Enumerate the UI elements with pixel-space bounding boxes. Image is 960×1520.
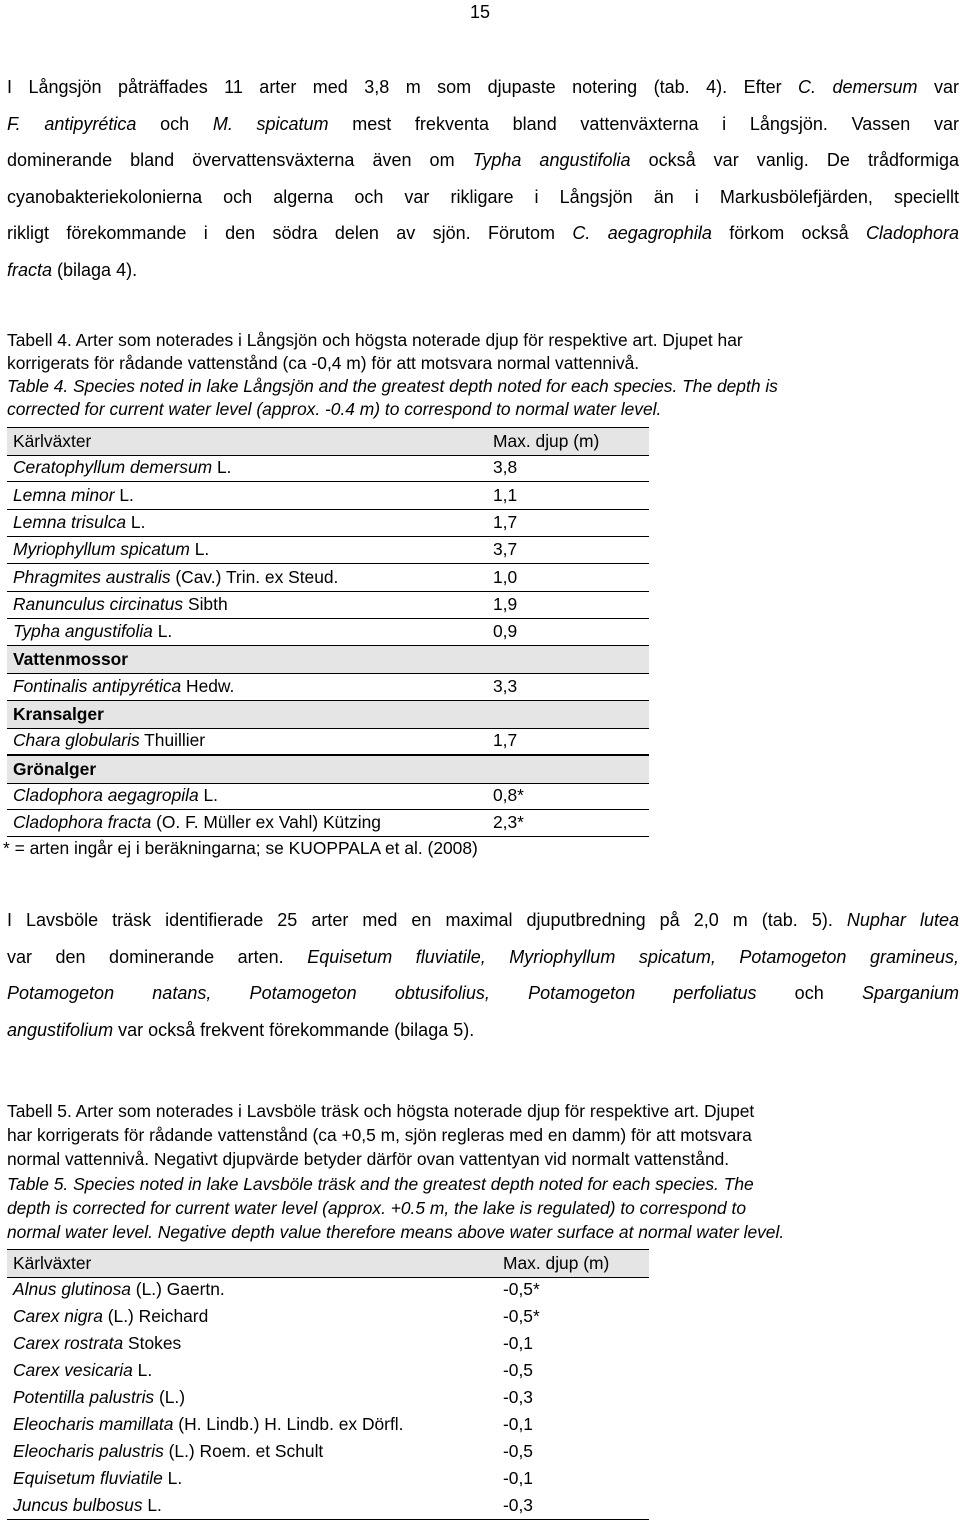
text-run: var [917, 77, 959, 97]
italic-text: Table 5. Species noted in lake Lavsböle träsk and the greatest depth noted for each species. The [7, 1173, 754, 1194]
text-run: förkom också [711, 223, 866, 243]
table-header-row [7, 427, 649, 456]
text-line [7, 260, 959, 281]
species-cell [13, 727, 205, 754]
species-name: Cladophora aegagropila [13, 784, 199, 805]
depth-value: 1,0 [493, 566, 518, 587]
text-run: dominerande bland övervattensväxterna även om [7, 150, 473, 170]
species-authority: (L.) [154, 1387, 186, 1407]
species-authority: L. [142, 1495, 162, 1515]
italic-text: Typha angustifolia [472, 150, 631, 170]
text-run: också var vanlig. De trådformiga [630, 150, 960, 170]
table-row [7, 1492, 649, 1520]
italic-text: F. antipyrética [7, 113, 137, 134]
italic-text: normal water level. Negative depth value therefore means above water surface at normal water level. [7, 1222, 785, 1242]
table-row [7, 1438, 649, 1465]
species-name: Carex nigra [13, 1306, 103, 1326]
species-cell [13, 1465, 182, 1492]
table-row [7, 782, 649, 810]
species-authority: L. [114, 484, 134, 505]
species-cell [13, 1438, 323, 1465]
species-authority: L. [198, 784, 218, 805]
species-cell [13, 1303, 208, 1330]
group-label: Kransalger [13, 704, 104, 724]
text-line [7, 77, 959, 98]
italic-text: Potamogeton natans, Potamogeton obtusifolius, Potamogeton perfoliatus [7, 983, 757, 1003]
table-row [7, 482, 649, 510]
species-name: Lemna trisulca [13, 511, 127, 532]
species-cell [13, 1411, 404, 1438]
table-row [7, 1330, 649, 1357]
italic-text: C. demersum [798, 77, 918, 97]
species-authority: Hedw. [181, 675, 235, 696]
text-line [7, 223, 959, 244]
italic-text: corrected for current water level (approx. -0.4 m) to correspond to normal water level. [7, 399, 662, 419]
species-authority: (H. Lindb.) H. Lindb. ex Dörfl. [173, 1414, 404, 1434]
italic-text: Table 4. Species noted in lake Långsjön and the greatest depth noted for each species. The depth is [7, 376, 778, 396]
species-name: Equisetum fluviatile [13, 1468, 163, 1488]
italic-text: C. aegagrophila [572, 223, 712, 243]
table-row [7, 1276, 649, 1303]
species-authority: (Cav.) Trin. ex Steud. [170, 566, 339, 587]
text-run: har korrigerats för rådande vattenstånd (ca +0,5 m, sjön regleras med en damm) för att motsvara [7, 1125, 752, 1146]
depth-value: -0,1 [503, 1333, 533, 1353]
italic-text: depth is corrected for current water level (approx. +0.5 m, the lake is regulated) to correspond to [7, 1197, 746, 1218]
species-name: Phragmites australis [13, 566, 171, 587]
depth-value: 1,1 [493, 484, 518, 505]
species-authority: L. [212, 457, 232, 478]
paragraph-lavsbole [7, 910, 959, 1060]
species-cell [13, 482, 134, 509]
species-cell [13, 1357, 152, 1384]
text-line [7, 1222, 957, 1242]
depth-value: 0,9 [493, 621, 518, 642]
depth-value: -0,1 [503, 1468, 533, 1488]
depth-value: 2,3* [493, 812, 524, 833]
text-line [7, 330, 957, 350]
text-line [7, 1125, 957, 1145]
table-5 [7, 1249, 649, 1517]
text-run: och [756, 983, 862, 1003]
depth-value: -0,5 [503, 1360, 533, 1380]
page-number: 15 [469, 2, 491, 22]
table-row [7, 454, 649, 482]
text-run: rikligt förekommande i den södra delen av sjön. Förutom [7, 223, 573, 243]
text-line [7, 1198, 957, 1218]
depth-value: 1,7 [493, 730, 518, 751]
text-run: Tabell 5. Arter som noterades i Lavsböle träsk och högsta noterade djup för respektive art. Djupet [7, 1101, 755, 1121]
text-line [7, 983, 959, 1004]
species-cell [13, 1330, 181, 1357]
column-header-depth: Max. djup (m) [493, 431, 600, 451]
text-run: normal vattennivå. Negativt djupvärde betyder därför ovan vattentyan vid normalt vattenstånd. [7, 1149, 730, 1170]
text-line [7, 1149, 957, 1169]
depth-value: 1,7 [493, 511, 518, 532]
table-row [7, 591, 649, 619]
table-row [7, 1357, 649, 1384]
table-row [7, 1303, 649, 1330]
table-4 [3, 427, 649, 867]
table-row [7, 564, 649, 592]
species-name: Ranunculus circinatus [13, 593, 184, 614]
depth-value: 0,8* [493, 784, 524, 805]
species-authority: (L.) Roem. et Schult [163, 1441, 324, 1461]
depth-value: -0,1 [503, 1414, 533, 1434]
table-row [7, 809, 649, 837]
depth-value: 3,7 [493, 539, 518, 560]
text-run: (bilaga 4). [52, 259, 138, 280]
depth-value: -0,5* [503, 1279, 540, 1299]
table-row [7, 1411, 649, 1438]
depth-value: -0,3 [503, 1387, 533, 1407]
depth-value: -0,5* [503, 1306, 540, 1326]
species-name: Ceratophyllum demersum [13, 457, 213, 478]
table-header-row [7, 1249, 649, 1278]
species-cell [13, 1276, 225, 1303]
table-row [7, 727, 649, 755]
species-name: Carex rostrata [13, 1333, 124, 1353]
species-name: Fontinalis antipyrética [13, 675, 182, 696]
group-label: Vattenmossor [13, 649, 129, 670]
species-cell [13, 1492, 162, 1519]
species-cell [13, 809, 381, 836]
text-line [7, 150, 959, 171]
table-row [7, 673, 649, 701]
depth-value: -0,3 [503, 1495, 533, 1515]
species-name: Carex vesicaria [13, 1360, 133, 1380]
table-5-caption [7, 1101, 957, 1251]
species-cell [13, 509, 145, 536]
text-line [7, 910, 959, 931]
species-authority: L. [132, 1360, 153, 1380]
species-name: Alnus glutinosa [13, 1279, 131, 1299]
species-cell [13, 564, 338, 591]
italic-text: Nuphar lutea [846, 910, 959, 930]
text-run: mest frekventa bland vattenväxterna i Långsjön. Vassen var [328, 113, 959, 134]
italic-text: angustifolium [7, 1019, 114, 1040]
depth-value: 3,8 [493, 457, 518, 478]
column-header-species: Kärlväxter [13, 431, 92, 451]
species-authority: Thuillier [139, 730, 206, 751]
table-group-row [7, 645, 649, 674]
table-row [7, 536, 649, 564]
species-cell [13, 618, 172, 645]
text-run: och [136, 113, 213, 134]
italic-text: fracta [7, 259, 53, 280]
table-group-row [7, 700, 649, 729]
italic-text: Sparganium [861, 983, 959, 1003]
column-header-depth: Max. djup (m) [503, 1253, 610, 1273]
italic-text: M. spicatum [212, 113, 329, 134]
column-header-species: Kärlväxter [13, 1253, 92, 1273]
italic-text: Equisetum fluviatile, Myriophyllum spicatum, Potamogeton gramineus, [307, 946, 959, 967]
species-authority: Stokes [123, 1333, 182, 1353]
text-line [7, 376, 957, 396]
text-line [7, 399, 957, 419]
text-run: korrigerats för rådande vattenstånd (ca -0,4 m) för att motsvara normal vattennivå. [7, 353, 640, 373]
species-name: Myriophyllum spicatum [13, 539, 190, 560]
species-name: Eleocharis mamillata [13, 1414, 174, 1434]
table-4-caption [7, 330, 957, 420]
text-run: cyanobakteriekolonierna och algerna och var rikligare i Långsjön än i Markusbölefjärden, speciellt [7, 186, 959, 207]
species-cell [13, 591, 228, 618]
table-footnote: * = arten ingår ej i beräkningarna; se KUOPPALA et al. (2008) [3, 837, 478, 858]
text-run: I Lavsböle träsk identifierade 25 arter med en maximal djuputbredning på 2,0 m (tab. 5). [7, 910, 847, 930]
species-authority: L. [189, 539, 210, 560]
species-cell [13, 454, 231, 481]
species-authority: (L.) Gaertn. [130, 1279, 225, 1299]
text-line [7, 1174, 957, 1194]
table-row [7, 1465, 649, 1492]
depth-value: 3,3 [493, 675, 518, 696]
species-name: Cladophora fracta [13, 812, 152, 833]
species-name: Lemna minor [13, 484, 115, 505]
species-name: Juncus bulbosus [13, 1495, 143, 1515]
species-cell [13, 536, 209, 563]
table-row [7, 618, 649, 646]
depth-value: 1,9 [493, 593, 518, 614]
species-authority: (O. F. Müller ex Vahl) Kützing [151, 812, 381, 833]
species-name: Typha angustifolia [13, 621, 153, 642]
species-cell [13, 782, 218, 809]
species-authority: L. [152, 621, 173, 642]
text-run: var den dominerande arten. [7, 946, 308, 967]
text-run: Tabell 4. Arter som noterades i Långsjön och högsta noterade djup för respektive art. Djupet har [7, 330, 743, 350]
species-cell [13, 673, 234, 700]
depth-value: -0,5 [503, 1441, 533, 1461]
group-label: Grönalger [13, 758, 97, 779]
species-authority: L. [126, 511, 146, 532]
table-group-row [7, 755, 649, 784]
text-run: var också frekvent förekommande (bilaga 5). [113, 1019, 475, 1040]
text-line [7, 1101, 957, 1121]
species-authority: Sibth [183, 593, 228, 614]
text-line [7, 947, 959, 968]
paragraph-langsjon [7, 77, 959, 297]
text-line [7, 187, 959, 208]
table-row [7, 1384, 649, 1411]
species-name: Eleocharis palustris [13, 1441, 164, 1461]
text-line [7, 114, 959, 135]
species-authority: (L.) Reichard [102, 1306, 209, 1326]
text-line [7, 353, 957, 373]
italic-text: Cladophora [865, 223, 960, 243]
species-name: Potentilla palustris [13, 1387, 155, 1407]
text-run: I Långsjön påträffades 11 arter med 3,8 m som djupaste notering (tab. 4). Efter [7, 77, 799, 97]
text-line [7, 1020, 959, 1041]
species-cell [13, 1384, 185, 1411]
table-row [7, 509, 649, 537]
species-authority: L. [162, 1468, 183, 1488]
species-name: Chara globularis [13, 730, 140, 751]
